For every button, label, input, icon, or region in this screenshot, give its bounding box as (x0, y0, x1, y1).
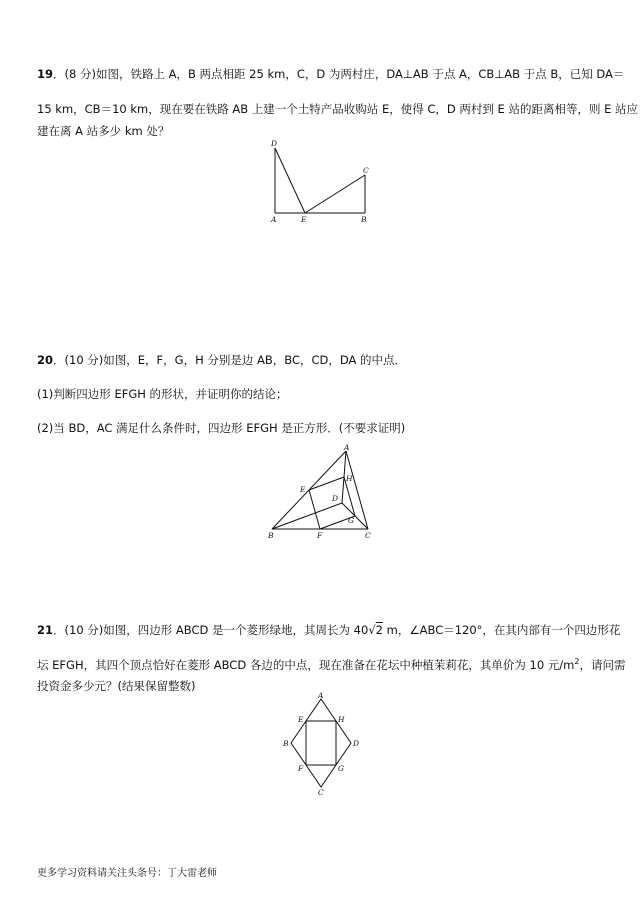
q19-line2: 15 km，CB＝10 km，现在要在铁路 AB 上建一个土特产品收购站 E，使得 C，D 两村到 E 站的距离相等，则 E 站应 (37, 102, 639, 116)
q20-number: 20 (37, 353, 54, 367)
q21-figure (278, 689, 368, 799)
q21-label-C: C (318, 788, 324, 797)
q21-label-E: E (298, 715, 304, 724)
q21-label-F: F (298, 764, 304, 773)
q20-figure (262, 443, 382, 543)
q21-label-D: D (353, 739, 360, 748)
q21-label-A: A (318, 691, 324, 700)
q21-label-H: H (338, 715, 345, 724)
q20-label-C: C (365, 531, 371, 540)
q19-line1 (37, 66, 624, 82)
q20-label-A: A (344, 443, 350, 452)
q20-line3: (2)当 BD，AC 满足什么条件时，四边形 EFGH 是正方形．(不要求证明) (37, 421, 406, 435)
q21-rhombus (291, 699, 351, 787)
q19-seg-EC (305, 175, 365, 213)
q19-label-A: A (271, 215, 277, 224)
q19-label-D: D (271, 139, 278, 148)
q19-seg-DE (275, 148, 305, 213)
q20-label-H: H (346, 474, 353, 483)
q20-line1 (37, 352, 406, 368)
q21-text-1b: m，∠ABC＝120°，在其内部有一个四边形花 (382, 623, 621, 637)
q21-line3: 投资金多少元？(结果保留整数) (37, 679, 196, 693)
footer-note: 更多学习资料请关注头条号：丁大雷老师 (37, 868, 217, 879)
q21-sqrt-value: 2 (375, 623, 383, 637)
q20-label-D: D (332, 494, 339, 503)
q21-efgh (306, 721, 336, 765)
q20-line2: (1)判断四边形 EFGH 的形状，并证明你的结论； (37, 387, 288, 401)
q21-label-G: G (338, 764, 344, 773)
q20-label-G: G (348, 516, 354, 525)
q21-text-2a: 坛 EFGH，其四个顶点恰好在菱形 ABCD 各边的中点，现在准备在花坛中种植茉莉花，其单价为 10 元/m (37, 658, 575, 672)
q21-text-1a: ．(10 分)如图，四边形 ABCD 是一个菱形绿地，其周长为 40 (53, 623, 369, 637)
q21-number: 21 (37, 623, 54, 637)
q21-sqrt-sign: √ (368, 623, 376, 637)
q21-text-2b: ，请问需 (579, 658, 626, 672)
q21-line2 (37, 657, 625, 673)
q21-line1 (37, 622, 620, 638)
q19-label-E: E (301, 215, 307, 224)
q20-seg-FE (309, 490, 320, 529)
q19-label-B: B (361, 215, 367, 224)
q19-line3: 建在离 A 站多少 km 处？ (37, 124, 170, 138)
q21-label-B: B (283, 739, 289, 748)
q19-number: 19 (37, 67, 54, 81)
q20-text-1: ．(10 分)如图，E，F，G，H 分别是边 AB，BC，CD，DA 的中点． (53, 353, 407, 367)
q19-label-C: C (363, 166, 369, 175)
q19-text-1: ．(8 分)如图，铁路上 A，B 两点相距 25 km，C，D 为两村庄，DA⊥AB 于点 A，CB⊥AB 于点 B，已知 DA＝ (53, 67, 625, 81)
q21-sup: 2 (574, 657, 580, 667)
q19-figure (260, 138, 380, 230)
q20-label-F: F (317, 531, 323, 540)
q20-label-B: B (268, 531, 274, 540)
q20-seg-EH (309, 477, 344, 490)
q20-label-E: E (300, 485, 306, 494)
